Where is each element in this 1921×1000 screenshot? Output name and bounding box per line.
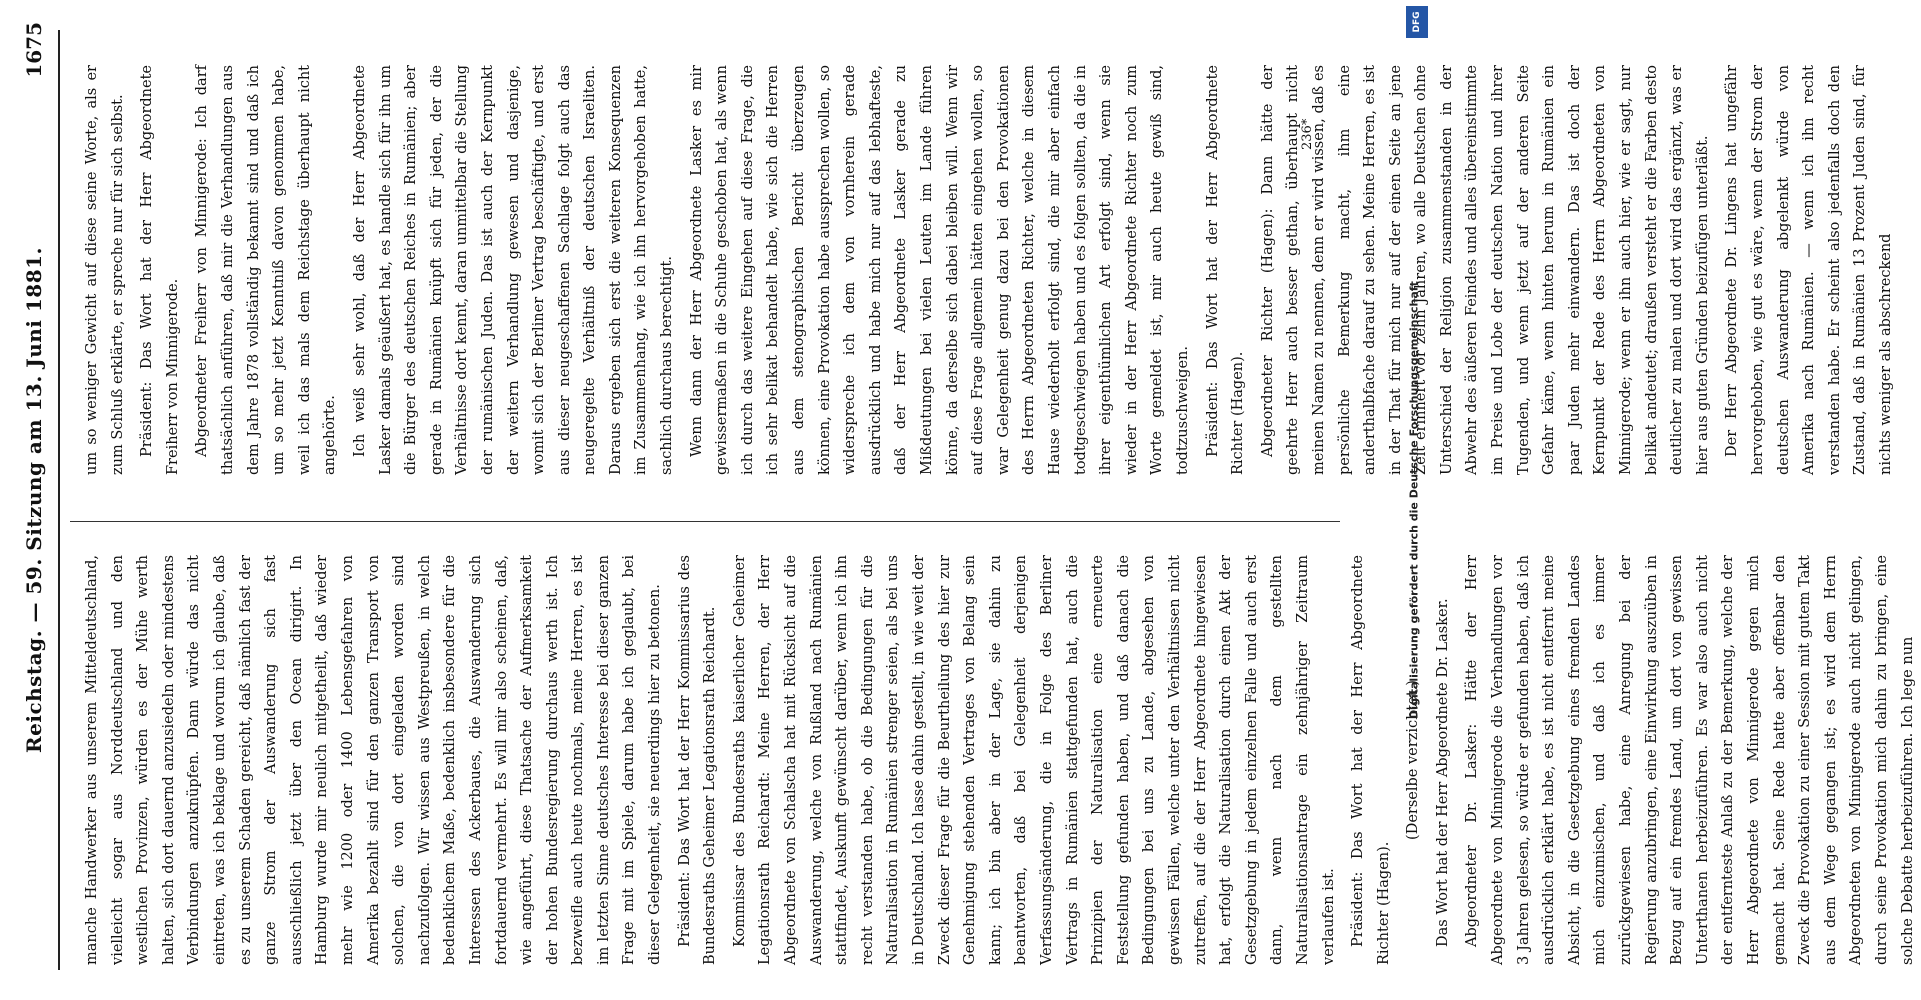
header-title: Reichstag. — 59. Sitzung am 13. Juni 1881. [22, 247, 46, 753]
dfg-logo-text: DFG [1412, 11, 1422, 33]
paragraph: Abgeordneter Freiherr von Minnigerode: Ich darf thatsächlich anführen, daß mir die Verhandlungen aus dem Jahre 1878 vollständig bekannt sind und daß ich um so mehr jetzt Kenntniß davon genommen habe, weil ich das mals dem Reichstage überhaupt nicht angehörte. [194, 65, 339, 475]
header-rule [58, 30, 60, 970]
column-divider [70, 521, 1340, 522]
paragraph: Kommissar des Bundesraths kaiserlicher Geheimer Legationsrath Reichardt: Meine Herren, der Herr Abgeordnete von Schalscha hat mit Rücksicht auf die Auswanderung, welche von Rußland nach Rumänien stattfindet, Auskunft gewünscht darüber, wenn ich ihn recht verstanden habe, ob die Bedingungen für die Naturalisation in Rumänien strenger seien, als bei uns in Deutschland. Ich lasse dahin gestellt, in wie weit der Zweck dieser Frage für die Beurtheilung des hier zur Genehmigung stehenden Vertrages von Belang sein kann; ich bin aber in der Lage, sie dahin zu beantworten, daß bei Gelegenheit derjenigen Verfassungsänderung, die in Folge des Berliner Vertrags in Rumänien stattgefunden hat, auch die Prinzipien der Naturalisation eine erneuerte Feststellung gefunden haben, und daß danach die Bedingungen bei uns zu Lande, abgesehen von gewissen Fällen, welche unter den Verhältnissen nicht zutreffen, auf die der Herr Abgeordnete hingewiesen hat, erfolgt die Naturalisation durch einen Akt der Gesetzgebung in jedem einzelnen Falle und auch erst dann, wenn nach dem gestellten Naturalisationsantrage ein zehnjähriger Zeitraum verlaufen ist. [731, 555, 1337, 965]
paragraph: Präsident: Das Wort hat der Herr Abgeordnete Richter (Hagen). [1204, 65, 1247, 475]
paragraph: Das Wort hat der Herr Abgeordnete Dr. Lasker. [1434, 598, 1451, 947]
paragraph: Ich weiß sehr wohl, daß der Herr Abgeordnete Lasker damals geäußert hat, es handle sich für ihn um die Bürger des deutschen Reiches in Rumänien; aber gerade in Rumänien knüpft sich für jeden, der die Verhältnisse dort kennt, daran unmittelbar die Stellung der rumänischen Juden. Das ist auch der Kernpunkt der weitern Verhandlung gewesen und dasjenige, womit sich der Berliner Vertrag beschäftigte, und erst aus dieser neugeschaffenen Sachlage folgt auch das neugeregelte Verhältniß der deutschen Israeliten. Daraus ergeben sich erst die weiteren Konsequenzen im Zusammenhang, wie ich ihn hervorgehoben hatte, sachlich durchaus berechtigt. [351, 65, 676, 475]
page-number: 1675 [22, 22, 46, 78]
signature-mark: 236* [1300, 118, 1315, 150]
paragraph: Präsident: Das Wort hat der Herr Abgeordnete Freiherr von Minnigerode. [139, 65, 181, 475]
paragraph: Der Herr Abgeordnete Dr. Lingens hat ungefähr hervorgehoben, wie gut es wäre, wenn der Strom der deutschen Auswanderung abgelenkt würde von Amerika nach Rumänien. — wenn ich ihn recht verstanden habe. Er scheint also jedenfalls doch den Zustand, daß in Rumänien 13 Prozent Juden sind, für nichts weniger als abschreckend [1724, 65, 1894, 475]
paragraph: Präsident: Das Wort hat der Herr Kommissarius des Bundesraths Geheimer Legationsrath Reichardt. [676, 555, 719, 965]
paragraph: Abgeordneter Richter (Hagen): Dann hätte der geehrte Herr auch besser gethan, überhaupt nicht meinen Namen zu nennen, denn er wird wissen, daß es persönliche Bemerkung macht, ihm eine anderthalbfache darauf zu sehen. Meine Herren, es ist in der That für mich nur auf der einen Seite an jene Zeit erinnert vor zehn Jahren, wo alle Deutschen ohne Unterschied der Religion zusammenstanden in der Abwehr des äußeren Feindes und alles übereinstimmte im Preise und Lobe der deutschen Nation und ihrer Tugenden, und wenn jetzt auf der anderen Seite Gefahr käme, wenn hinten herum in Rumänien ein paar Juden mehr einwandern. Das ist doch der Kernpunkt der Rede des Herrn Abgeordneten von Minnigerode; wenn er ihn auch hier, wie er sagt, nur belikat andeutet; draußen versteht er die Farben desto deutlicher zu malen und dort wird das ergänzt, was er hier aus guten Gründen beizufügen unterläßt. [1259, 65, 1711, 475]
page-header [0, 0, 66, 1000]
paragraph: Präsident: Das Wort hat der Herr Abgeordnete Richter (Hagen). [1350, 555, 1392, 965]
dfg-logo [1406, 6, 1428, 38]
digitization-text: Digitalisierung gefördert durch die Deutsche Forschungsgemeinschaft [1407, 281, 1421, 719]
paragraph: Wenn dann der Herr Abgeordnete Lasker es mir gewissermaßen in die Schuhe geschoben hat, als wenn ich durch das weitere Eingehen auf diese Frage, die ich sehr belikat behandelt habe, wie sich die Herren aus dem stenographischen Bericht überzeugen können, eine Provokation habe aussprechen wollen, so widerspreche ich dem von vornherein gerade ausdrücklich und habe mich nur auf das lebhafteste, daß der Herr Abgeordnete Lasker gerade zu Mißdeutungen bei vielen Leuten im Lande führen könne, da derselbe sich dabei bleiben will. Wenn wir auf diese Frage allgemein hätten eingehen wollen, so war Gelegenheit genug dazu bei den Provokationen des Herrn Abgeordneten Richter, welche in diesem Hause wiederholt erfolgt sind, die mir aber einfach todtgeschwiegen haben und es folgen sollten, da die in ihrer eigenthümlichen Art erfolgt sind, wenn sie wieder in der Herr Abgeordnete Richter noch zum Worte gemeldet ist, mir auch heute gewiß sind, todtzuschweigen. [688, 65, 1191, 475]
paragraph: um so weniger Gewicht auf diese seine Worte, als er zum Schluß erklärte, er spreche nur für sich selbst. [84, 65, 126, 475]
right-column [80, 65, 1894, 475]
left-column [80, 555, 1916, 965]
paragraph: manche Handwerker aus unserem Mitteldeutschland, vielleicht sogar aus Norddeutschland und den westlichen Provinzen, würden es der Mühe werth halten, sich dort dauernd anzusiedeln oder mindestens Verbindungen anzuknüpfen. Dann würde das nicht eintreten, was ich beklage und worum ich glaube, daß es zu unserem Schaden gereicht, daß nämlich fast der ganze Strom der Auswanderung sich fast ausschließlich jetzt über den Ocean dirigirt. In Hamburg wurde mir neulich mitgetheilt, daß wieder mehr wie 1200 oder 1400 Lebensgefahren von Amerika bezahlt sind für den ganzen Transport von solchen, die von dort eingeladen worden sind nachzufolgen. Wir wissen aus Westpreußen, in welch bedenklichem Maße, bedenklich insbesondere für die Interessen des Ackerbaues, die Auswanderung sich fortdauernd vermehrt. Es will mir also scheinen, daß, wie angeführt, diese Thatsache der Aufmerksamkeit der hohen Bundesregierung durchaus werth ist. Ich bezweifle auch heute nochmals, meine Herren, es ist im letzten Sinne deutsches Interesse bei dieser ganzen Frage mit im Spiele, darum habe ich geglaubt, bei dieser Gelegenheit, sie neuerdings hier zu betonen. [84, 555, 664, 965]
digitization-note [1402, 0, 1426, 1000]
paragraph: (Derselbe verzichtet.) [1405, 680, 1422, 840]
paragraph: Abgeordneter Dr. Lasker: Hätte der Herr Abgeordnete von Minnigerode die Verhandlungen vor 3 Jahren gelesen, so würde er gefunden haben, daß ich ausdrücklich erklärt habe, es ist nicht entfernt meine Absicht, in die Gesetzgebung eines fremden Landes mich einzumischen, und daß ich es immer zurückgewiesen habe, eine Anregung bei der Regierung anzubringen, eine Einwirkung auszuüben in Bezug auf ein fremdes Land, um dort von gewissen Unterthanen herbeizuführen. Es war also auch nicht der entfernteste Anlaß zu der Bemerkung, welche der Herr Abgeordnete von Minnigerode gegen mich gemacht hat. Seine Rede hatte aber offenbar den Zweck die Provokation zu einer Session mit gutem Takt aus dem Wege gegangen ist; es wird dem Herrn Abgeordneten von Minnigerode auch nicht gelingen, durch seine Provokation mich dahin zu bringen, eine solche Debatte herbeizuführen. Ich lege nun [1464, 555, 1916, 965]
